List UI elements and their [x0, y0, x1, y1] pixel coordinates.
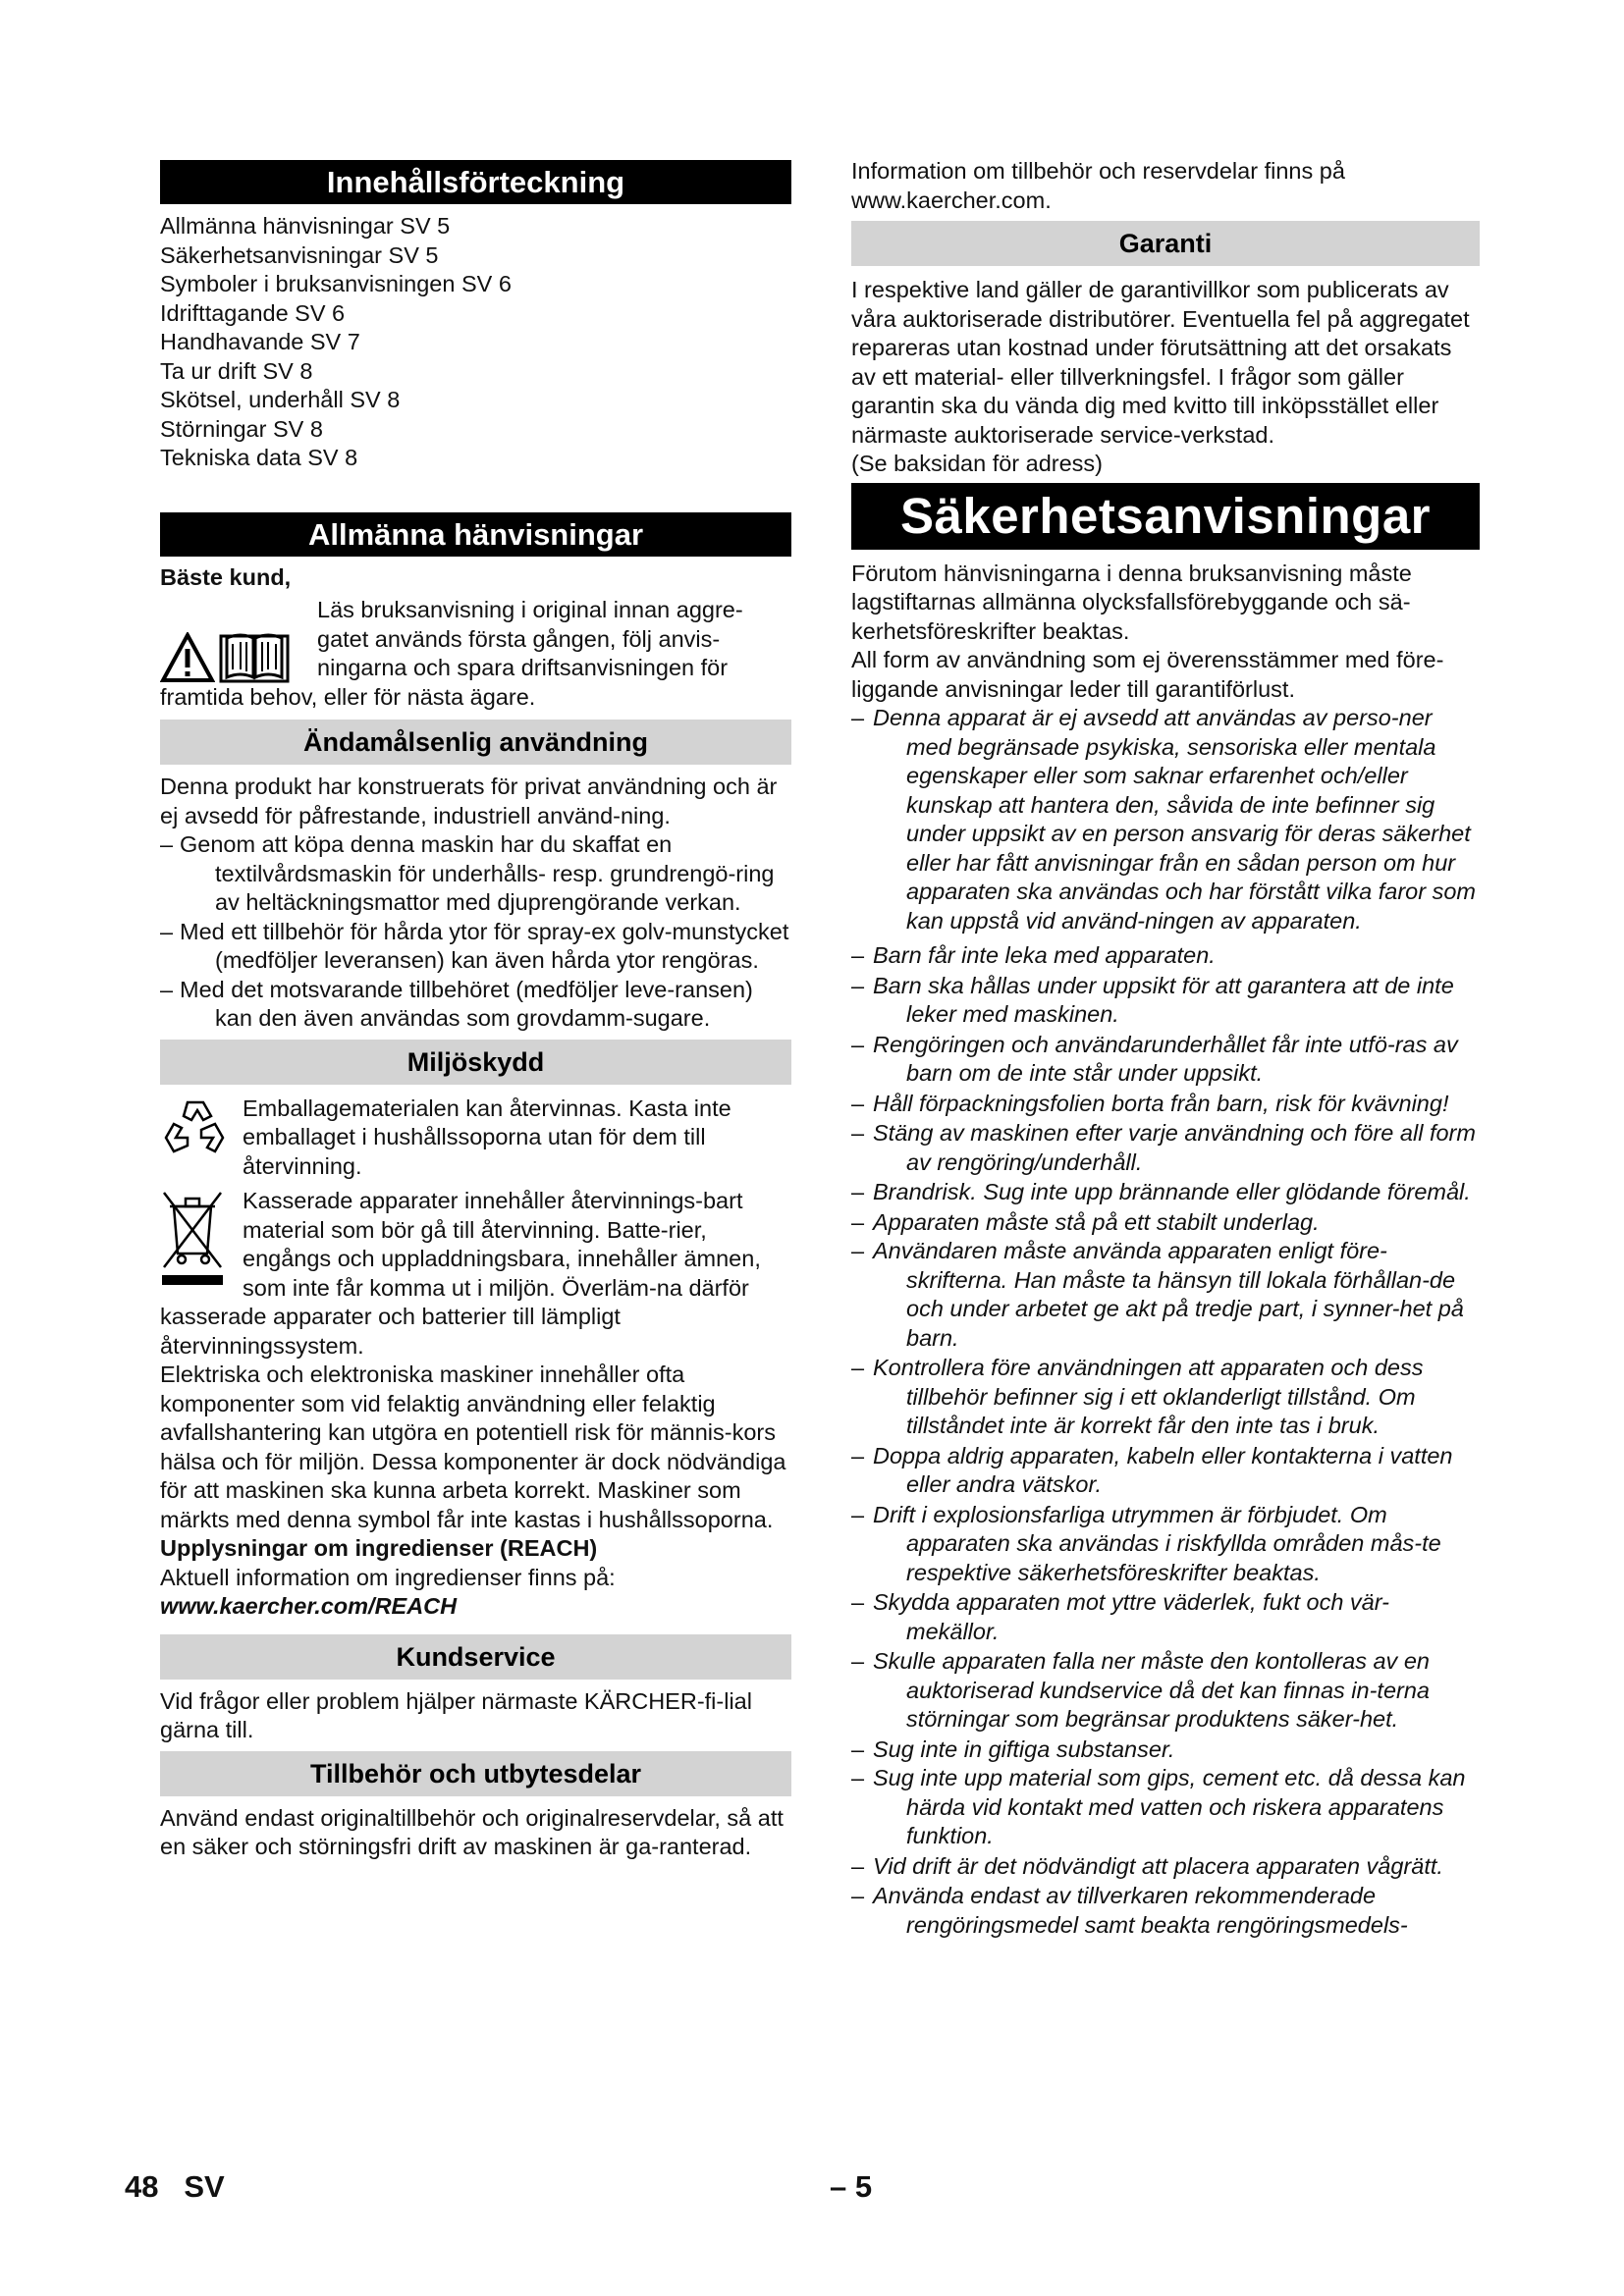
intended-use-list	[160, 830, 791, 1034]
read-manual-line: gatet används första gången, följ anvis-	[317, 625, 721, 652]
read-manual-line: framtida behov, eller för nästa ägare.	[160, 683, 536, 710]
list-item: – Använda endast av tillverkaren rekommenderade rengöringsmedel samt beakta rengöringsmedels-	[851, 1883, 1408, 1938]
list-item: – Denna apparat är ej avsedd att användas av perso-ner med begränsade psykiska, sensoriska eller mentala egenskaper eller som saknar erfarenhet och/eller kunskap att hantera den, såvida de inte befinner sig under uppsikt av en person ansvarig för deras säkerhet eller har fått anvisningar från en sådan person om hur apparaten ska användas och har förstått vilka faror som kan uppstå vid använd-ningen av apparaten.	[851, 705, 1476, 934]
list-item: – Drift i explosionsfarliga utrymmen är förbjudet. Om apparaten ska användas i riskfyllda områden mås-te respektive säkerhetsföreskrifter beaktas.	[851, 1501, 1441, 1585]
toc-item: Ta ur drift SV 8	[160, 357, 313, 384]
table-of-contents	[160, 212, 791, 473]
list-item: – Stäng av maskinen efter varje användning och före all form av rengöring/underhåll.	[851, 1120, 1476, 1175]
service-text: Vid frågor eller problem hjälper närmaste KÄRCHER-fi-lial gärna till.	[160, 1687, 752, 1742]
intended-use-intro: Denna produkt har konstruerats för privat användning och är ej avsedd för påfrestande, industriell använd-ning.	[160, 774, 778, 828]
recycling-icon	[160, 1096, 231, 1157]
crossed-out-bin-icon	[160, 1189, 225, 1287]
list-item: – Användaren måste använda apparaten enligt före-skrifterna. Han måste ta hänsyn till lokala förhållan-de och under arbetet ge akt på tredje part, i synner-het på barn.	[851, 1238, 1464, 1351]
list-item: – Sug inte in giftiga substanser.	[851, 1735, 1175, 1762]
page-number-language: 48 SV	[125, 2169, 225, 2204]
greeting: Bäste kund,	[160, 563, 292, 590]
read-manual-line: Läs bruksanvisning i original innan aggre-	[317, 597, 743, 622]
reach-heading: Upplysningar om ingredienser (REACH)	[160, 1535, 598, 1561]
list-item: – Håll förpackningsfolien borta från barn, risk för kvävning!	[851, 1090, 1449, 1116]
disposal-text: Kasserade apparater innehåller återvinnings-bart material som bör gå till återvinning. Batte-rier, engångs och uppladdningsbara, innehåller ämnen, som inte får komma ut i miljön. Överläm-na därför kasserade apparater och batterier till lämpligt återvinningssystem.	[160, 1188, 761, 1359]
toc-item: Allmänna hänvisningar SV 5	[160, 213, 451, 239]
open-book-icon	[219, 628, 290, 683]
safety-heading: Säkerhetsanvisningar	[851, 483, 1480, 550]
list-item: – Vid drift är det nödvändigt att placera apparaten vågrätt.	[851, 1852, 1443, 1879]
accessories-info: Information om tillbehör och reservdelar finns på www.kaercher.com.	[851, 158, 1345, 213]
warranty-text: I respektive land gäller de garantivillkor som publicerats av våra auktoriserade distributörer. Eventuella fel på aggregatet repareras utan kostnad under förutsättning att det orsakats av ett material- eller tillverkningsfel. I frågor som gäller garantin ska du vända dig med kvitto till inköpsstället eller närmaste auktoriserade service-verkstad.	[851, 277, 1470, 448]
list-item: – Genom att köpa denna maskin har du skaffat en textilvårdsmaskin för underhålls- resp. grundrengö-ring av heltäckningsmattor med djuprengörande verkan.	[160, 831, 775, 915]
list-item: – Brandrisk. Sug inte upp brännande eller glödande föremål.	[851, 1179, 1471, 1204]
left-column	[160, 160, 791, 1862]
safety-intro: All form av användning som ej överensstämmer med före-liggande anvisningar leder till garantiförlust.	[851, 647, 1444, 702]
read-manual-line: ningarna och spara driftsanvisningen för	[317, 655, 729, 680]
accessories-heading: Tillbehör och utbytesdelar	[160, 1751, 791, 1796]
toc-item: Säkerhetsanvisningar SV 5	[160, 241, 439, 268]
toc-heading: Innehållsförteckning	[160, 160, 791, 204]
intended-use-heading: Ändamålsenlig användning	[160, 720, 791, 765]
list-item: – Med ett tillbehör för hårda ytor för spray-ex golv-munstycket (medföljer leveransen) kan även hårda ytor rengöras.	[160, 918, 789, 973]
list-item: – Doppa aldrig apparaten, kabeln eller kontakterna i vatten eller andra vätskor.	[851, 1442, 1453, 1497]
environment-heading: Miljöskydd	[160, 1040, 791, 1085]
right-column	[851, 157, 1480, 1940]
list-item: – Skulle apparaten falla ner måste den kontolleras av en auktoriserad kundservice då det kan finnas in-terna störningar som begränsar produktens säker-het.	[851, 1648, 1430, 1732]
reach-link[interactable]: www.kaercher.com/REACH	[160, 1593, 458, 1619]
list-item: – Barn får inte leka med apparaten.	[851, 942, 1216, 968]
packaging-text: Emballagematerialen kan återvinnas. Kasta inte emballaget i hushållssoporna utan för dem till återvinning.	[243, 1095, 731, 1179]
warranty-heading: Garanti	[851, 221, 1480, 266]
electronics-text: Elektriska och elektroniska maskiner innehåller ofta komponenter som vid felaktig användning eller felaktig avfallshantering kan utgöra en potentiell risk för männis-kors hälsa och för miljön. Dessa komponenter är dock nödvändiga för att maskinen ska kunna arbeta korrekt. Maskiner som märkts med denna symbol får inte kastas i hushållssoporna.	[160, 1362, 786, 1532]
general-heading: Allmänna hänvisningar	[160, 512, 791, 557]
service-heading: Kundservice	[160, 1634, 791, 1680]
toc-item: Handhavande SV 7	[160, 329, 360, 354]
accessories-text: Använd endast originaltillbehör och originalreservdelar, så att en säker och störningsfri drift av maskinen är ga-ranterad.	[160, 1804, 784, 1859]
safety-list	[851, 704, 1480, 1940]
warning-triangle-icon	[160, 632, 215, 683]
list-item: – Skydda apparaten mot yttre väderlek, fukt och vär-mekällor.	[851, 1589, 1389, 1644]
list-item: – Barn ska hållas under uppsikt för att garantera att de inte leker med maskinen.	[851, 972, 1454, 1027]
list-item: – Rengöringen och användarunderhållet får inte utfö-ras av barn om de inte står under uppsikt.	[851, 1031, 1458, 1086]
list-item: – Kontrollera före användningen att apparaten och dess tillbehör befinner sig i ett oklanderligt tillstånd. Om tillståndet inte är korrekt får den inte tas i bruk.	[851, 1355, 1424, 1438]
list-item: – Sug inte upp material som gips, cement etc. då dessa kan härda vid kontakt med vatten och riskera apparatens funktion.	[851, 1765, 1466, 1848]
toc-item: Tekniska data SV 8	[160, 445, 358, 470]
toc-item: Idrifttagande SV 6	[160, 299, 346, 326]
list-item: – Med det motsvarande tillbehöret (medföljer leve-ransen) kan den även användas som grovdamm-sugare.	[160, 976, 753, 1031]
list-item: – Apparaten måste stå på ett stabilt underlag.	[851, 1208, 1320, 1235]
section-page-number: – 5	[830, 2169, 873, 2204]
safety-intro: Förutom hänvisningarna i denna bruksanvisning måste lagstiftarnas allmänna olycksfallsförebyggande och sä-kerhetsföreskrifter beaktas.	[851, 560, 1412, 644]
warranty-address: (Se baksidan för adress)	[851, 451, 1104, 476]
toc-item: Symboler i bruksanvisningen SV 6	[160, 271, 512, 296]
toc-item: Störningar SV 8	[160, 415, 323, 442]
toc-item: Skötsel, underhåll SV 8	[160, 387, 401, 412]
reach-text: Aktuell information om ingredienser finns på:	[160, 1564, 616, 1590]
